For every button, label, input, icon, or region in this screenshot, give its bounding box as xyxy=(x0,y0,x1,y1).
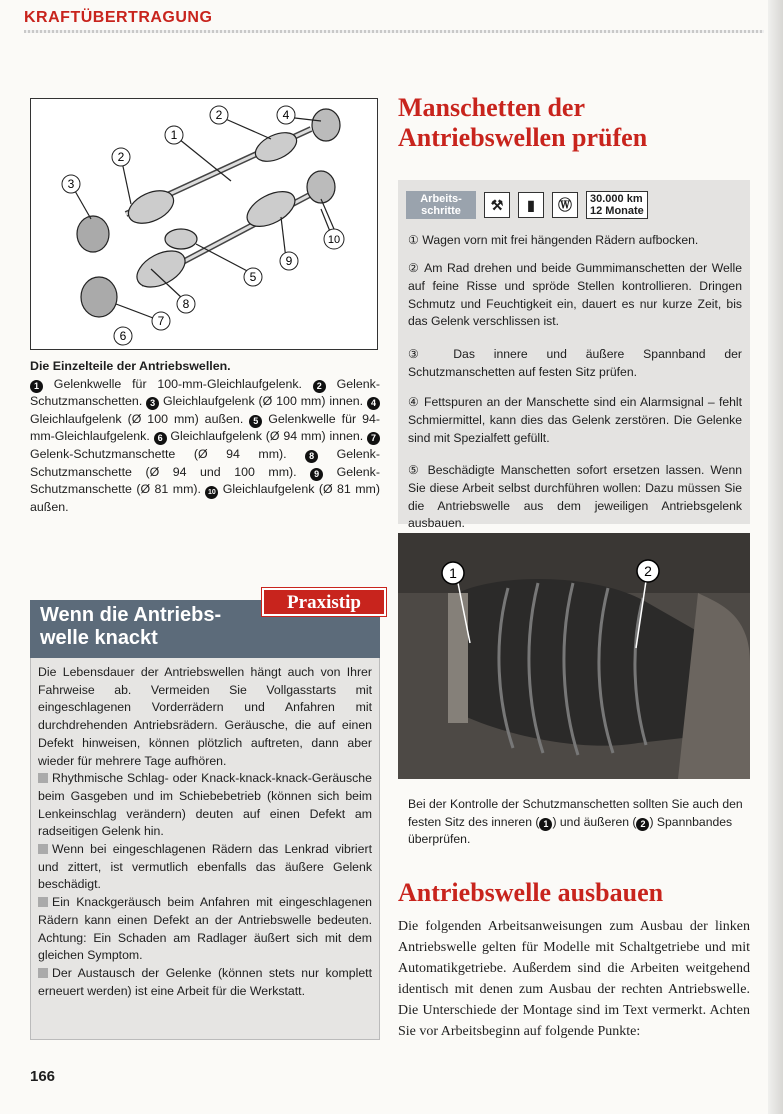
step-3: ③ Das innere und äußere Spannband der Schutzmanschetten auf festen Sitz prüfen. xyxy=(408,347,742,379)
callout-10: 10 xyxy=(327,234,341,246)
interval-months: 12 Monate xyxy=(590,205,644,217)
caption-num: 1 xyxy=(539,818,552,831)
workshop-w-icon: Ⓦ xyxy=(552,192,578,218)
diagram-caption xyxy=(30,358,380,517)
remove-shaft-text: Die folgenden Arbeitsanweisungen zum Ausbau der linken Antriebswelle gelten für Modelle mit Schaltgetriebe und mit Automatikgetriebe. Außerdem sind die Arbeiten weitgehend identisch mit denen zum Ausbau der rechten Antriebswelle. Die Unterschiede der Montage sind im Text vermerkt. Achten Sie vor Arbeitsbeginn auf folgende Punkte: xyxy=(398,919,750,1039)
bullet-icon xyxy=(38,897,48,907)
step-4: ④ Fettspuren an der Manschette sind ein Alarmsignal – fehlt Schmiermittel, kann dies das Gelenk zerstören. Die Gelenke sind mit Spezialfett gefüllt. xyxy=(408,395,742,445)
tip-bullet xyxy=(38,841,372,894)
driveshaft-diagram xyxy=(30,98,378,350)
caption-item: Gleichlaufgelenk (Ø 94 mm) innen. xyxy=(166,429,367,444)
title-line: Manschetten der xyxy=(398,93,586,122)
step-5: ⑤ Beschädigte Manschetten sofort ersetzen lassen. Wenn Sie diese Arbeit selbst durchführen wollen: Dazu müssen Sie die Antriebswelle aus dem jeweiligen Antriebsgelenk ausbauen. xyxy=(408,463,742,531)
work-steps-box xyxy=(398,180,750,531)
callout-7: 7 xyxy=(157,314,165,328)
tip-bullet-text: Rhythmische Schlag- oder Knack-knack-knack-Geräusche beim Gasgeben und im Schiebebetrieb (können sich beim Lenkeinschlag verändern) deuten auf einen Defekt am radseitigen Gelenk hin. xyxy=(38,771,372,839)
caption-text: ) Spannbandes überprüfen. xyxy=(408,814,733,847)
caption-item: Gleichlaufgelenk (Ø 100 mm) innen. xyxy=(159,394,367,409)
callout-4: 4 xyxy=(282,108,290,122)
caption-title: Die Einzelteile der Antriebswellen. xyxy=(30,359,231,373)
section-header: KRAFTÜBERTRAGUNG xyxy=(24,9,213,26)
tip-bullet-text: Wenn bei eingeschlagenen Rädern das Lenkrad vibriert und zittert, ist vermutlich ebenfalls das äußere Gelenk beschädigt. xyxy=(38,842,372,892)
caption-item: Gelenkwelle für 100-mm-Gleichlaufgelenk. xyxy=(43,376,313,391)
boot-photo xyxy=(398,533,750,779)
tip-bullet-text: Ein Knackgeräusch beim Anfahren mit eingeschlagenen Rädern kann einen Defekt an der Antriebswelle bedeuten. Achtung: Ein Schaden am Radlager äußert sich mit dem gleichen Symptom. xyxy=(38,895,372,963)
caption-num: 9 xyxy=(310,468,323,481)
callout-5: 5 xyxy=(249,270,257,284)
caption-item: Gelenk-Schutzmanschetten. xyxy=(30,376,380,409)
caption-num: 4 xyxy=(367,397,380,410)
caption-item: Gelenkwelle für 94-mm-Gleichlaufgelenk. xyxy=(30,411,380,444)
title-line: Antriebswellen prüfen xyxy=(398,123,648,152)
tip-bullet-text: Der Austausch der Gelenke (können stets nur komplett erneuert werden) ist eine Arbeit für die Werkstatt. xyxy=(38,965,372,998)
tip-intro: Die Lebensdauer der Antriebswellen hängt auch von Ihrer Fahrweise ab. Vermeiden Sie Vollgasstarts mit eingeschlagenen Vorderrädern und Anfahren mit durchdrehenden Antriebsrädern. Geräusche, die auf einen Defekt hinweisen, können plötzlich auftreten, dann aber wieder für mehrere Tage aufhören. xyxy=(38,665,372,768)
work-steps-badge: Arbeits-schritte xyxy=(406,191,476,219)
practice-tip-title xyxy=(40,604,221,650)
caption-text: Bei der Kontrolle der Schutzmanschetten sollten Sie auch den festen Sitz des inneren ( xyxy=(408,797,743,829)
callout-3: 3 xyxy=(67,177,75,191)
jack-icon: ▮ xyxy=(518,192,544,218)
caption-item: Gleichlaufgelenk (Ø 100 mm) außen. xyxy=(30,411,250,426)
callout-9: 9 xyxy=(285,254,293,268)
callout-2: 2 xyxy=(215,108,223,122)
caption-num: 2 xyxy=(636,818,649,831)
caption-num: 8 xyxy=(305,450,318,463)
caption-item: Gelenk-Schutzmanschette (Ø 94 und 100 mm). xyxy=(30,446,380,479)
caption-text: ) und äußeren ( xyxy=(552,814,637,829)
photo-caption xyxy=(408,796,744,849)
caption-item: Gleichlaufgelenk (Ø 81 mm) außen. xyxy=(30,482,380,515)
callout-2b: 2 xyxy=(117,150,125,164)
praxistip-badge: Praxistip xyxy=(262,588,386,616)
bullet-icon xyxy=(38,844,48,854)
practice-tip-body xyxy=(38,664,372,1000)
tip-bullet xyxy=(38,770,372,841)
step-1: ① Wagen vorn mit frei hängenden Rädern aufbocken. xyxy=(408,233,699,247)
caption-num: 5 xyxy=(249,415,262,428)
section-title-check-boots xyxy=(398,93,758,153)
caption-num: 6 xyxy=(154,432,167,445)
callout-1: 1 xyxy=(170,128,178,142)
tip-title-line: welle knackt xyxy=(40,627,158,649)
wrench-icon: ⚒ xyxy=(484,192,510,218)
driveshaft-drawing xyxy=(31,99,377,349)
caption-num: 2 xyxy=(313,380,326,393)
page-edge xyxy=(768,0,783,1114)
caption-num: 3 xyxy=(146,397,159,410)
caption-num: 7 xyxy=(367,432,380,445)
bullet-icon xyxy=(38,773,48,783)
page-number: 166 xyxy=(30,1068,56,1085)
boot-photo-image xyxy=(398,533,750,779)
bullet-icon xyxy=(38,968,48,978)
caption-num: 1 xyxy=(30,380,43,393)
service-interval xyxy=(586,191,648,219)
photo-callout-2: 2 xyxy=(644,563,652,579)
photo-callout-1: 1 xyxy=(449,565,457,581)
callout-6: 6 xyxy=(119,329,127,343)
tip-title-line: Wenn die Antriebs- xyxy=(40,604,222,626)
interval-km: 30.000 km xyxy=(590,193,643,205)
header-rule xyxy=(24,30,764,33)
section-title-remove-shaft: Antriebswelle ausbauen xyxy=(398,878,664,907)
work-icons xyxy=(406,190,648,220)
tip-bullet xyxy=(38,894,372,965)
caption-item: Gelenk-Schutzmanschette (Ø 81 mm). xyxy=(30,464,380,497)
callout-8: 8 xyxy=(182,297,190,311)
step-2: ② Am Rad drehen und beide Gummimanschetten der Welle auf feine Risse und spröde Stellen kontrollieren. Dringen Schmutz und Feuchtigkeit ein, dauert es nur kurze Zeit, bis das Gelenk verschlissen ist. xyxy=(408,261,742,329)
caption-num: 10 xyxy=(205,486,218,499)
caption-item: Gelenk-Schutzmanschette (Ø 94 mm). xyxy=(30,446,306,461)
tip-bullet xyxy=(38,965,372,1000)
